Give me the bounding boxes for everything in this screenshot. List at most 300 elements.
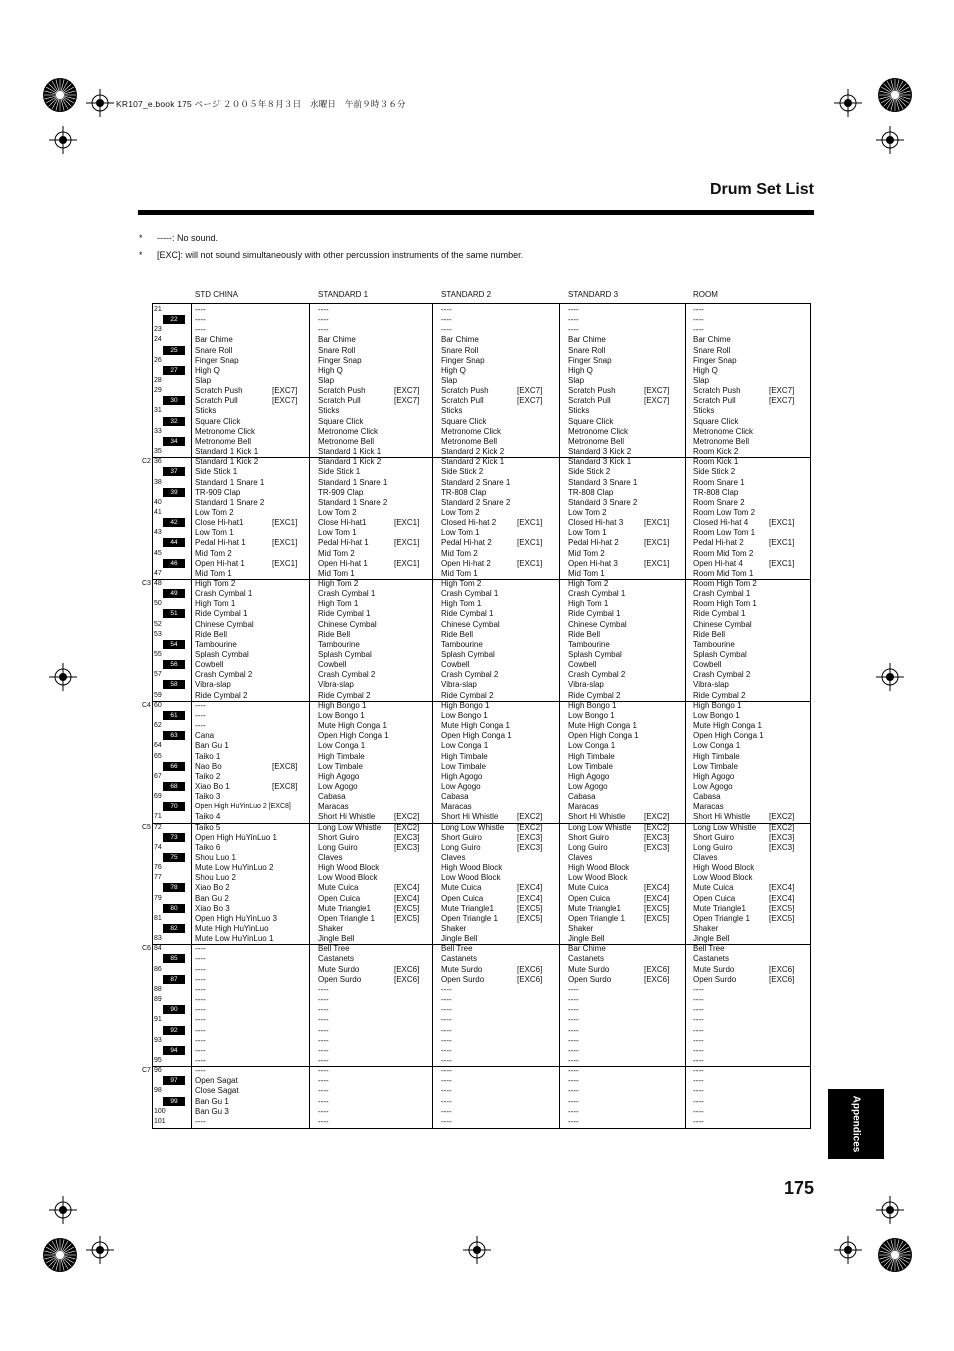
table-cell: Jingle Bell [318,934,355,943]
octave-label: C4 [142,702,151,709]
table-cell: Slap [318,376,335,385]
table-cell: Metronome Click [318,427,379,436]
exc-tag: [EXC2] [644,812,670,821]
black-key: 78 [163,883,185,892]
table-cell: Mute Cuica [568,883,609,892]
white-key-number: 74 [154,844,162,851]
table-cell: High Q [441,366,466,375]
table-cell: ---- [195,305,206,314]
table-cell: Long Low Whistle [318,823,382,832]
table-cell: Long Guiro [693,843,733,852]
table-cell: Splash Cymbal [195,650,249,659]
table-cell: Long Guiro [568,843,608,852]
exc-tag: [EXC7] [517,396,543,405]
page-number: 175 [783,1178,814,1198]
table-cell: Low Timbale [568,762,613,771]
table-cell: ---- [318,1107,329,1116]
column-divider [191,303,192,1129]
table-cell: Crash Cymbal 2 [318,670,376,679]
table-cell: Crash Cymbal 2 [441,670,499,679]
table-cell: TR-808 Clap [441,488,487,497]
table-cell: Open Surdo [318,975,362,984]
table-cell: Scratch Pull [195,396,238,405]
exc-tag: [EXC1] [517,538,543,547]
table-cell: Ride Cymbal 2 [568,691,621,700]
exc-tag: [EXC3] [517,843,543,852]
black-key: 37 [163,467,185,476]
exc-tag: [EXC6] [644,965,670,974]
table-cell: Scratch Pull [318,396,361,405]
white-key-number: 83 [154,935,162,942]
table-cell: Mute Cuica [318,883,359,892]
table-cell: Standard 1 Snare 2 [195,498,265,507]
exc-tag: [EXC1] [517,559,543,568]
table-cell: Open High HuYinLuo 2 [EXC8] [195,803,291,810]
exc-tag: [EXC2] [394,823,420,832]
table-cell: ---- [441,985,452,994]
table-cell: Maracas [441,802,472,811]
table-cell: Mid Tom 1 [441,569,478,578]
table-cell: Tambourine [693,640,735,649]
exc-tag: [EXC5] [644,904,670,913]
white-key-number: 35 [154,448,162,455]
table-cell: ---- [195,995,206,1004]
table-cell: Mid Tom 2 [318,549,355,558]
white-key-number: 76 [154,864,162,871]
table-cell: Cowbell [441,660,470,669]
white-key-number: 71 [154,813,162,820]
table-cell: ---- [195,1117,206,1126]
table-cell: Open Triangle 1 [318,914,375,923]
crosshair-icon [49,1196,77,1224]
table-cell: Shaker [693,924,719,933]
table-cell: ---- [568,1046,579,1055]
table-cell: Crash Cymbal 1 [318,589,376,598]
table-cell: Crash Cymbal 2 [195,670,253,679]
table-cell: Room Mid Tom 1 [693,569,754,578]
table-cell: Metronome Bell [195,437,252,446]
table-cell: ---- [195,1036,206,1045]
table-cell: Ride Bell [441,630,474,639]
table-cell: ---- [693,1026,704,1035]
table-cell: Mute Low HuYinLuo 2 [195,863,274,872]
white-key-number: 55 [154,651,162,658]
table-cell: Tambourine [318,640,360,649]
table-cell: ---- [195,721,206,730]
table-cell: Bar Chime [195,335,233,344]
black-key: 85 [163,954,185,963]
table-cell: Snare Roll [318,346,356,355]
table-cell: High Q [693,366,718,375]
table-cell: ---- [693,1066,704,1075]
white-key-number: 59 [154,692,162,699]
white-key-number: 69 [154,793,162,800]
table-cell: Mid Tom 2 [568,549,605,558]
table-cell: ---- [318,1066,329,1075]
table-cell: Tambourine [568,640,610,649]
octave-label: C5 [142,824,151,831]
table-cell: ---- [441,1015,452,1024]
table-cell: Open Hi-hat 3 [568,559,618,568]
table-cell: Low Timbale [318,762,363,771]
table-cell: ---- [568,1036,579,1045]
table-cell: Open Triangle 1 [693,914,750,923]
table-cell: Closed Hi-hat 2 [441,518,497,527]
table-cell: Short Guiro [318,833,359,842]
table-cell: Ride Cymbal 2 [693,691,746,700]
table-cell: Shaker [318,924,344,933]
table-cell: Mid Tom 2 [441,549,478,558]
table-cell: Low Conga 1 [318,741,366,750]
table-cell: ---- [693,1036,704,1045]
table-cell: ---- [568,995,579,1004]
white-key-number: 23 [154,326,162,333]
exc-tag: [EXC7] [272,396,298,405]
table-cell: Taiko 2 [195,772,221,781]
table-cell: Ban Gu 2 [195,894,229,903]
exc-tag: [EXC3] [769,843,795,852]
column-divider [432,303,433,1129]
table-cell: Short Guiro [568,833,609,842]
table-cell: ---- [318,325,329,334]
black-key: 63 [163,731,185,740]
table-cell: ---- [441,325,452,334]
table-cell: Open Triangle 1 [441,914,498,923]
exc-tag: [EXC1] [394,559,420,568]
white-key-number: 41 [154,509,162,516]
black-key: 58 [163,680,185,689]
table-cell: Short Hi Whistle [693,812,751,821]
white-key-number: 45 [154,550,162,557]
table-cell: ---- [568,1026,579,1035]
table-cell: ---- [441,1066,452,1075]
column-header: STANDARD 3 [568,290,619,299]
table-cell: Mute Low HuYinLuo 1 [195,934,274,943]
crosshair-icon [834,1236,862,1264]
black-key: 56 [163,660,185,669]
table-cell: Cowbell [693,660,722,669]
white-key-number: 65 [154,753,162,760]
table-cell: Low Tom 1 [318,528,357,537]
table-cell: Low Tom 2 [195,508,234,517]
table-cell: Bar Chime [318,335,356,344]
table-cell: Low Agogo [318,782,358,791]
table-cell: Ride Cymbal 1 [568,609,621,618]
crosshair-icon [876,126,904,154]
table-cell: Low Agogo [693,782,733,791]
black-key: 49 [163,589,185,598]
white-key-number: 38 [154,479,162,486]
white-key-number: 36 [154,458,162,465]
black-key: 75 [163,853,185,862]
exc-tag: [EXC5] [644,914,670,923]
table-cell: ---- [441,1005,452,1014]
exc-tag: [EXC5] [517,914,543,923]
exc-tag: [EXC7] [769,396,795,405]
table-cell: Metronome Bell [568,437,625,446]
black-key: 32 [163,417,185,426]
table-cell: Vibra-slap [441,680,477,689]
table-cell: Low Tom 2 [568,508,607,517]
exc-tag: [EXC1] [769,538,795,547]
column-divider [309,303,310,1129]
table-cell: Ban Gu 3 [195,1107,229,1116]
table-cell: High Wood Block [441,863,503,872]
table-cell: ---- [441,1026,452,1035]
registration-circle-icon [877,77,913,113]
table-cell: ---- [318,315,329,324]
black-key: 82 [163,924,185,933]
table-cell: Snare Roll [441,346,479,355]
exc-tag: [EXC6] [769,965,795,974]
table-cell: Short Hi Whistle [568,812,626,821]
table-cell: Slap [568,376,585,385]
crosshair-icon [876,1196,904,1224]
white-key-number: 77 [154,874,162,881]
table-cell: ---- [693,315,704,324]
table-cell: High Agogo [318,772,360,781]
table-cell: Short Hi Whistle [441,812,499,821]
black-key: 22 [163,315,185,324]
table-cell: Scratch Pull [441,396,484,405]
table-cell: ---- [568,305,579,314]
table-cell: Standard 1 Kick 1 [318,447,382,456]
table-cell: High Q [318,366,343,375]
table-cell: ---- [441,305,452,314]
exc-tag: [EXC6] [394,975,420,984]
table-cell: Open Surdo [441,975,485,984]
table-cell: Open Sagat [195,1076,238,1085]
white-key-number: 81 [154,915,162,922]
table-cell: High Tom 2 [318,579,359,588]
table-cell: Room Snare 2 [693,498,745,507]
table-cell: Ride Bell [318,630,351,639]
white-key-number: 93 [154,1037,162,1044]
table-cell: Taiko 5 [195,823,221,832]
black-key: 61 [163,711,185,720]
table-cell: ---- [693,1097,704,1106]
table-cell: High Tom 2 [568,579,609,588]
page-title: Drum Set List [709,181,814,198]
table-cell: Castanets [441,954,478,963]
table-cell: Crash Cymbal 1 [693,589,751,598]
table-cell: Taiko 4 [195,812,221,821]
column-divider [685,303,686,1129]
table-cell: Cabasa [441,792,469,801]
white-key-number: 96 [154,1067,162,1074]
table-cell: ---- [318,1005,329,1014]
table-cell: Cowbell [568,660,597,669]
exc-tag: [EXC2] [517,823,543,832]
table-cell: Standard 1 Kick 2 [318,457,382,466]
registration-circle-icon [42,77,78,113]
table-cell: High Agogo [568,772,610,781]
table-cell: Finger Snap [318,356,362,365]
table-cell: Ride Cymbal 1 [693,609,746,618]
table-cell: ---- [441,1036,452,1045]
table-cell: Metronome Click [693,427,754,436]
table-cell: Standard 1 Snare 2 [318,498,388,507]
table-cell: Xiao Bo 1 [195,782,230,791]
table-cell: ---- [195,944,206,953]
table-cell: Crash Cymbal 1 [441,589,499,598]
black-key: 70 [163,802,185,811]
white-key-number: 47 [154,570,162,577]
table-cell: Room Kick 2 [693,447,739,456]
table-cell: Ride Cymbal 1 [441,609,494,618]
exc-tag: [EXC5] [769,914,795,923]
table-cell: Long Low Whistle [441,823,505,832]
exc-tag: [EXC7] [517,386,543,395]
table-cell: Splash Cymbal [568,650,622,659]
table-cell: Standard 2 Kick 2 [441,447,505,456]
table-cell: Bell Tree [318,944,350,953]
table-cell: Snare Roll [195,346,233,355]
table-cell: Open Cuica [441,894,484,903]
table-cell: High Tom 1 [568,599,609,608]
table-cell: Xiao Bo 2 [195,883,230,892]
crosshair-icon [49,126,77,154]
exc-tag: [EXC1] [769,559,795,568]
table-cell: Pedal Hi-hat 2 [441,538,492,547]
table-cell: Ride Bell [195,630,228,639]
table-cell: ---- [318,995,329,1004]
table-cell: Metronome Bell [693,437,750,446]
table-cell: Ride Cymbal 2 [318,691,371,700]
table-cell: Bell Tree [441,944,473,953]
table-cell: Standard 1 Snare 1 [318,478,388,487]
crosshair-icon [463,1236,491,1264]
table-cell: Ride Cymbal 1 [195,609,248,618]
column-header: STANDARD 2 [441,290,492,299]
exc-tag: [EXC4] [769,894,795,903]
table-cell: Ride Cymbal 2 [195,691,248,700]
table-cell: High Timbale [568,752,615,761]
table-cell: Open Hi-hat 4 [693,559,743,568]
table-cell: High Tom 1 [441,599,482,608]
table-cell: Close Sagat [195,1086,239,1095]
white-key-number: 89 [154,996,162,1003]
exc-tag: [EXC8] [272,762,298,771]
table-cell: High Bongo 1 [318,701,367,710]
table-cell: Open Cuica [568,894,611,903]
exc-tag: [EXC7] [394,396,420,405]
table-cell: Mute Surdo [318,965,360,974]
table-cell: Low Bongo 1 [318,711,365,720]
table-cell: Vibra-slap [318,680,354,689]
table-cell: Closed Hi-hat 3 [568,518,624,527]
octave-label: C2 [142,458,151,465]
table-cell: ---- [568,325,579,334]
white-key-number: 101 [154,1118,166,1125]
white-key-number: 57 [154,671,162,678]
exc-tag: [EXC7] [272,386,298,395]
table-cell: Mute High Conga 1 [568,721,637,730]
table-cell: Scratch Pull [693,396,736,405]
table-cell: ---- [195,1015,206,1024]
exc-tag: [EXC1] [769,518,795,527]
table-cell: ---- [568,1015,579,1024]
table-cell: Snare Roll [568,346,606,355]
table-cell: High Tom 2 [195,579,236,588]
table-cell: Pedal Hi-hat 2 [568,538,619,547]
white-key-number: 33 [154,428,162,435]
table-cell: High Tom 1 [318,599,359,608]
exc-tag: [EXC4] [644,883,670,892]
exc-tag: [EXC3] [769,833,795,842]
table-cell: Maracas [693,802,724,811]
table-cell: Splash Cymbal [318,650,372,659]
white-key-number: 72 [154,824,162,831]
table-cell: Open Hi-hat 2 [441,559,491,568]
table-cell: Open Surdo [568,975,612,984]
black-key: 30 [163,396,185,405]
exc-tag: [EXC1] [272,559,298,568]
table-cell: ---- [318,1026,329,1035]
table-cell: Low Tom 1 [441,528,480,537]
table-cell: High Timbale [441,752,488,761]
table-cell: Scratch Pull [568,396,611,405]
note-exc: * [EXC]: will not sound simultaneously with other percussion instruments of the same number. [139,250,524,260]
table-cell: High Timbale [318,752,365,761]
table-cell: Snare Roll [693,346,731,355]
table-cell: Open Cuica [693,894,736,903]
table-cell: ---- [568,1086,579,1095]
table-cell: ---- [318,1046,329,1055]
table-cell: Square Click [195,417,241,426]
exc-tag: [EXC4] [394,894,420,903]
table-cell: ---- [441,1097,452,1106]
table-cell: Room High Tom 1 [693,599,757,608]
table-cell: Chinese Cymbal [441,620,500,629]
column-header: ROOM [693,290,718,299]
table-cell: Ride Bell [568,630,601,639]
table-cell: Cabasa [318,792,346,801]
table-cell: Mute High Conga 1 [693,721,762,730]
table-cell: Standard 3 Kick 2 [568,447,632,456]
table-cell: ---- [195,1056,206,1065]
table-cell: Standard 2 Snare 2 [441,498,511,507]
table-cell: Mute Surdo [441,965,483,974]
table-cell: Bar Chime [568,944,606,953]
exc-tag: [EXC1] [394,518,420,527]
exc-tag: [EXC5] [769,904,795,913]
table-cell: ---- [318,1086,329,1095]
table-cell: Ride Bell [693,630,726,639]
table-cell: ---- [195,965,206,974]
table-cell: Metronome Bell [318,437,375,446]
exc-tag: [EXC7] [394,386,420,395]
black-key: 66 [163,762,185,771]
table-cell: Ban Gu 1 [195,1097,229,1106]
table-cell: Metronome Click [568,427,629,436]
table-cell: ---- [441,995,452,1004]
table-cell: Chinese Cymbal [195,620,254,629]
table-cell: Sticks [318,406,340,415]
table-cell: Pedal Hi-hat 1 [318,538,369,547]
table-cell: Mute Cuica [441,883,482,892]
table-cell: Bar Chime [568,335,606,344]
table-cell: Standard 3 Snare 2 [568,498,638,507]
table-cell: Room Low Tom 1 [693,528,756,537]
exc-tag: [EXC1] [394,538,420,547]
table-cell: Claves [693,853,718,862]
black-key: 46 [163,559,185,568]
table-cell: Mute Surdo [568,965,610,974]
table-cell: Open Surdo [693,975,737,984]
table-cell: Cowbell [195,660,224,669]
table-cell: ---- [195,954,206,963]
